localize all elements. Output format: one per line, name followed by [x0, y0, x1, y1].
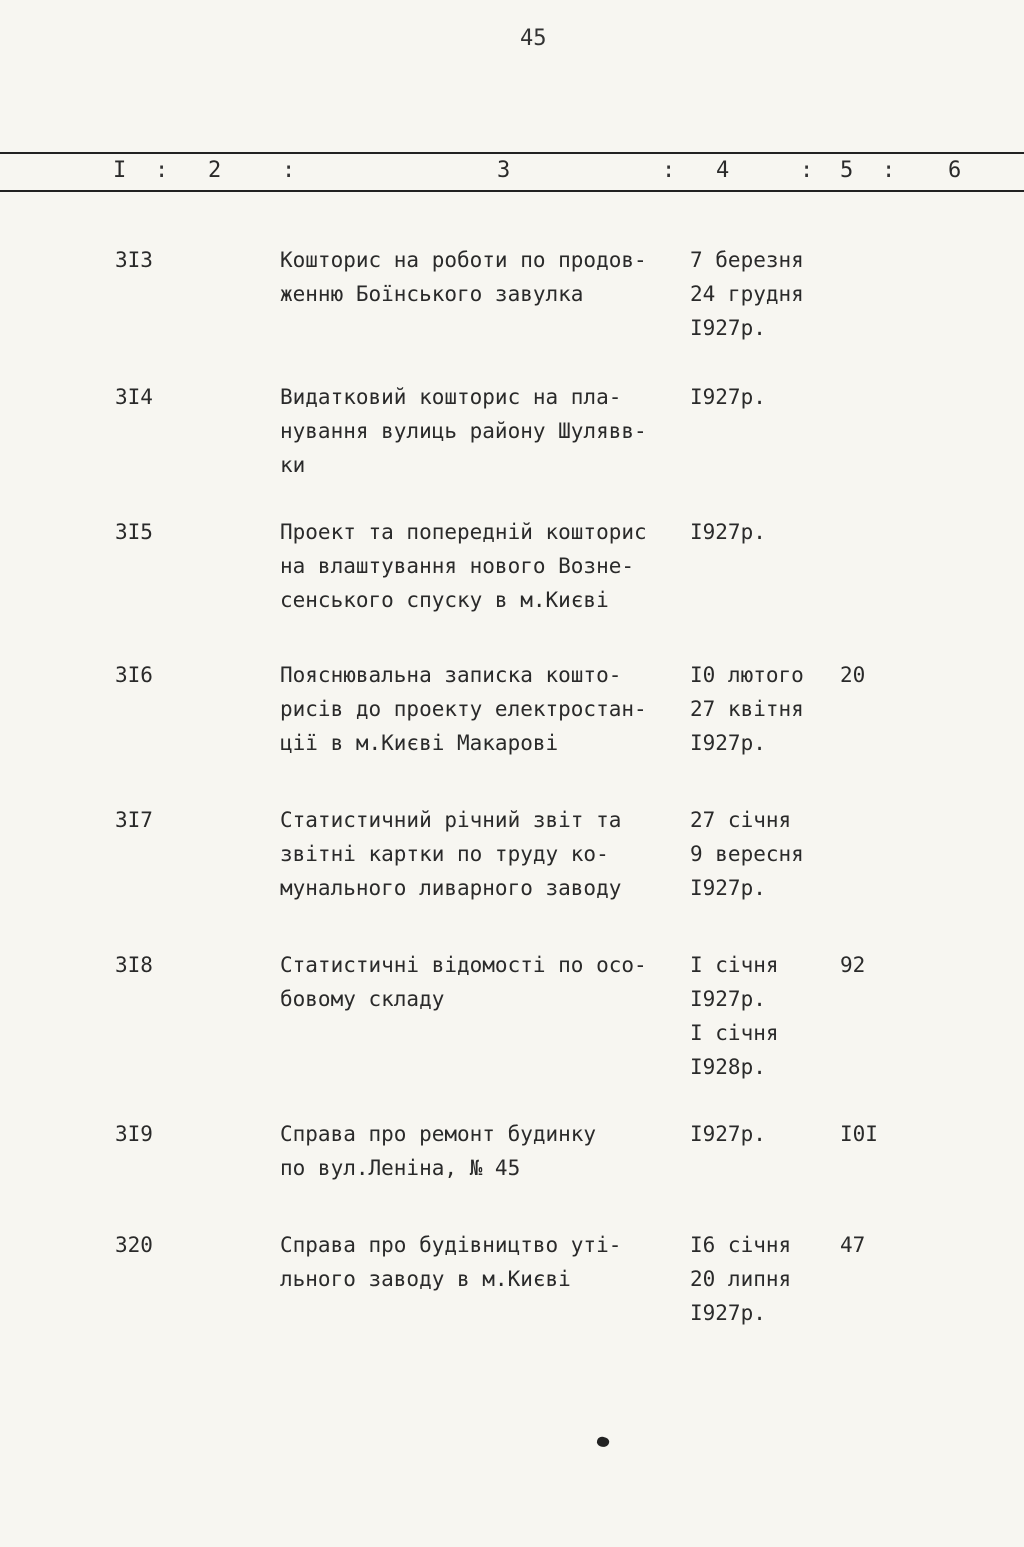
- record-title: [280, 1117, 680, 1185]
- record-title: [280, 1228, 680, 1296]
- header-rule-top: [0, 152, 1024, 154]
- record-title-line: женню Боїнського завулка: [280, 282, 584, 306]
- header-rule-bottom: [0, 190, 1024, 192]
- ink-blot: [596, 1435, 611, 1449]
- record-number: 3I9: [115, 1122, 153, 1146]
- record-number: 3I8: [115, 953, 153, 977]
- record-title-line: Проект та попередній кошторис: [280, 520, 647, 544]
- record-title-line: рисів до проекту електростан-: [280, 697, 647, 721]
- record-date-line: 24 грудня: [690, 282, 804, 306]
- record-date-line: I927р.: [690, 316, 766, 340]
- column-header-2: 2: [208, 158, 222, 183]
- record-dates: [690, 380, 830, 414]
- record-title-line: Справа про будівництво уті-: [280, 1233, 622, 1257]
- column-separator: :: [800, 158, 814, 183]
- record-title-line: Кошторис на роботи по продов-: [280, 248, 647, 272]
- record-title-line: нування вулиць району Шулявв-: [280, 419, 647, 443]
- record-title-line: Статистичний річний звіт та: [280, 808, 622, 832]
- column-separator: :: [882, 158, 896, 183]
- record-title-line: на влаштування нового Возне-: [280, 554, 635, 578]
- record-number: 320: [115, 1233, 153, 1257]
- record-title: [280, 380, 680, 482]
- record-number: 3I7: [115, 808, 153, 832]
- column-header-5: 5: [840, 158, 854, 183]
- record-title-line: по вул.Леніна, № 45: [280, 1156, 521, 1180]
- record-sheets: 20: [840, 663, 866, 687]
- record-date-line: I січня: [690, 953, 779, 977]
- record-title-line: бовому складу: [280, 987, 445, 1011]
- record-dates: [690, 515, 830, 549]
- record-date-line: 27 січня: [690, 808, 792, 832]
- record-date-line: 27 квітня: [690, 697, 804, 721]
- record-dates: [690, 1228, 830, 1330]
- record-dates: [690, 658, 830, 760]
- record-date-line: 9 вересня: [690, 842, 804, 866]
- record-number: 3I4: [115, 385, 153, 409]
- record-sheets: 92: [840, 953, 866, 977]
- record-date-line: I927р.: [690, 1122, 766, 1146]
- record-number: 3I3: [115, 248, 153, 272]
- record-title: [280, 948, 680, 1016]
- record-date-line: I927р.: [690, 385, 766, 409]
- page-number: 45: [520, 26, 547, 51]
- column-separator: :: [282, 158, 296, 183]
- record-dates: [690, 803, 830, 905]
- record-date-line: I928р.: [690, 1055, 766, 1079]
- record-title-line: ки: [280, 453, 306, 477]
- record-sheets: 47: [840, 1233, 866, 1257]
- record-title: [280, 515, 680, 617]
- record-title-line: Пояснювальна записка кошто-: [280, 663, 622, 687]
- record-dates: [690, 948, 830, 1084]
- record-title-line: льного заводу в м.Києві: [280, 1267, 571, 1291]
- record-dates: [690, 1117, 830, 1151]
- record-title-line: Справа про ремонт будинку: [280, 1122, 597, 1146]
- record-date-line: I0 лютого: [690, 663, 804, 687]
- record-date-line: I6 січня: [690, 1233, 792, 1257]
- record-title: [280, 803, 680, 905]
- record-title: [280, 243, 680, 311]
- column-header-4: 4: [716, 158, 730, 183]
- column-separator: :: [662, 158, 676, 183]
- column-separator: :: [155, 158, 169, 183]
- record-title-line: сенського спуску в м.Києві: [280, 588, 609, 612]
- record-title-line: ції в м.Києві Макарові: [280, 731, 559, 755]
- record-date-line: 20 липня: [690, 1267, 792, 1291]
- record-title-line: мунального ливарного заводу: [280, 876, 622, 900]
- record-sheets: I0I: [840, 1122, 878, 1146]
- column-header-3: 3: [497, 158, 511, 183]
- record-title-line: Статистичні відомості по осо-: [280, 953, 647, 977]
- record-title-line: Видатковий кошторис на пла-: [280, 385, 622, 409]
- record-date-line: I січня: [690, 1021, 779, 1045]
- record-title: [280, 658, 680, 760]
- record-date-line: 7 березня: [690, 248, 804, 272]
- record-date-line: I927р.: [690, 876, 766, 900]
- record-title-line: звітні картки по труду ко-: [280, 842, 609, 866]
- record-date-line: I927р.: [690, 520, 766, 544]
- record-date-line: I927р.: [690, 987, 766, 1011]
- column-header-1: I: [113, 158, 127, 183]
- record-number: 3I6: [115, 663, 153, 687]
- record-date-line: I927р.: [690, 731, 766, 755]
- column-header-6: 6: [948, 158, 962, 183]
- record-date-line: I927р.: [690, 1301, 766, 1325]
- record-dates: [690, 243, 830, 345]
- record-number: 3I5: [115, 520, 153, 544]
